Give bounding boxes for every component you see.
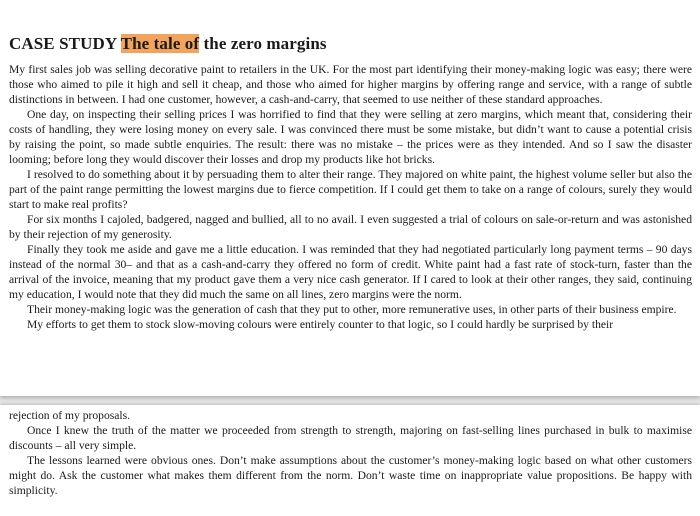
paragraph: One day, on inspecting their selling prices I was horrified to find that they were selling at zero margins, which meant that, considering their costs of handling, they were losing money on every sale. I was convinced there must be some mistake, but didn’t want to cause a potential crisis by raising the point, so made subtle enquiries. The result: there was no mistake – the prices were as they intended. And so I saw the disaster looming; before long they would discover their losses and drop my products like hot bricks. <box>9 108 692 166</box>
paragraph: I resolved to do something about it by persuading them to alter their range. They majored on white paint, the highest volume seller but also the part of the paint range permitting the lowest margins due to fierce competition. If I could get them to take on a range of colours, surely they would start to make real profits? <box>9 168 692 211</box>
paragraph: Once I knew the truth of the matter we proceeded from strength to strength, majoring on fast-selling lines purchased in bulk to maximise discounts – all very simple. <box>9 424 692 452</box>
paragraph: Their money-making logic was the generation of cash that they put to other, more remunerative uses, in other parts of their business empire. <box>27 303 677 316</box>
paragraph: My first sales job was selling decorative paint to retailers in the UK. For the most part identifying their money-making logic was easy; there were those who aimed to pile it high and sell it cheap, and those who aimed for higher margins by offering range and service, with a range of subtle distinctions in between. I had one customer, however, a cash-and-carry, that seemed to use neither of these standard approaches. <box>9 63 692 106</box>
page-bottom <box>0 405 700 516</box>
paragraph: My efforts to get them to stock slow-moving colours were entirely counter to that logic, so I could hardly be surprised by their <box>27 318 614 331</box>
highlighted-title-text[interactable]: The tale of <box>120 34 200 53</box>
paragraph: Finally they took me aside and gave me a little education. I was reminded that they had negotiated particularly long payment terms – 90 days instead of the normal 30– and that as a cash-and-carry they offered no form of credit. White paint had a fast rate of stock-turn, faster than the arrival of the invoice, meaning that my product gave them a very nice cash generator. If I cared to look at their other ranges, they said, continuing my education, I would note that they did much the same on all lines, zero margins were the norm. <box>9 243 692 301</box>
paragraph: The lessons learned were obvious ones. Don’t make assumptions about the customer’s money-making logic based on what other customers might do. Ask the customer what makes them different from the norm. Don’t waste time on inappropriate value propositions. Be happy with simplicity. <box>9 454 692 497</box>
case-study-body-top <box>9 62 692 332</box>
paragraph: rejection of my proposals. <box>9 409 131 422</box>
title-rest: the zero margins <box>203 34 327 53</box>
paragraph: For six months I cajoled, badgered, nagged and bullied, all to no avail. I even suggested a trial of colours on sale-or-return and was astonished by their rejection of my generosity. <box>9 213 692 241</box>
case-study-title <box>9 0 692 55</box>
case-study-body-bottom <box>9 405 692 498</box>
case-study-label: CASE STUDY <box>9 34 117 53</box>
